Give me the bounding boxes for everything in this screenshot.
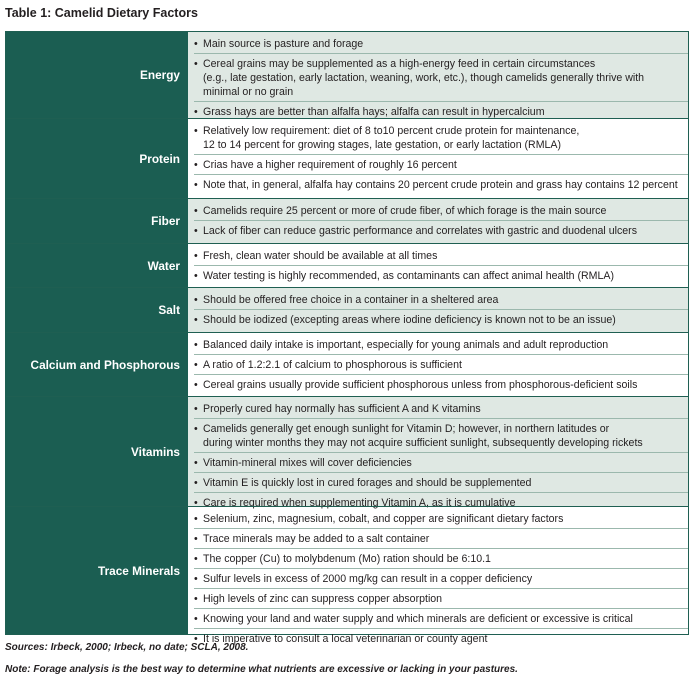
row-label-trace-minerals: Trace Minerals <box>6 507 188 634</box>
row-content-calcium-phosphorous <box>188 333 688 396</box>
table-row <box>6 32 688 118</box>
row-content-protein <box>188 119 688 198</box>
list-item: • Fresh, clean water should be available at all times <box>194 246 688 266</box>
list-item: • Lack of fiber can reduce gastric performance and correlates with gastric and duodenal ulcers <box>194 224 637 237</box>
list-item: • A ratio of 1.2:2.1 of calcium to phosphorous is sufficient <box>194 355 688 375</box>
list-item: • Selenium, zinc, magnesium, cobalt, and copper are significant dietary factors <box>194 509 688 529</box>
row-label-protein: Protein <box>6 119 188 198</box>
row-content-trace-minerals <box>188 507 688 645</box>
list-item: • Vitamin E is quickly lost in cured forages and should be supplemented <box>194 473 688 493</box>
row-content-fiber <box>188 199 688 243</box>
table-row <box>6 198 688 243</box>
row-label-salt: Salt <box>6 288 188 332</box>
list-item: • Sulfur levels in excess of 2000 mg/kg can result in a copper deficiency <box>194 569 688 589</box>
row-content-energy <box>188 32 688 118</box>
dietary-factors-table <box>5 31 689 645</box>
table-row <box>6 396 688 509</box>
list-item: • High levels of zinc can suppress copper absorption <box>194 589 688 609</box>
row-content-vitamins <box>188 397 688 509</box>
row-label-vitamins: Vitamins <box>6 397 188 506</box>
table-row <box>6 287 688 332</box>
list-item: • Should be offered free choice in a container in a sheltered area <box>194 290 688 310</box>
list-item: • Should be iodized (excepting areas where iodine deficiency is known not to be an issue) <box>194 313 616 326</box>
row-label-fiber: Fiber <box>6 199 188 243</box>
list-item: • Main source is pasture and forage <box>194 34 688 54</box>
footnote: Note: Forage analysis is the best way to determine what nutrients are excessive or lacking in your pastures. <box>5 664 518 675</box>
row-content-salt <box>188 288 688 332</box>
list-item: • Properly cured hay normally has sufficient A and K vitamins <box>194 399 688 419</box>
list-item: • Care is required when supplementing Vitamin A, as it is cumulative <box>194 496 516 509</box>
list-item: • Relatively low requirement: diet of 8 to10 percent crude protein for maintenance, 12 to 14 percent for growing stages, late gestation, or early lactation (RMLA) <box>194 121 688 155</box>
list-item: • Crias have a higher requirement of roughly 16 percent <box>194 155 688 175</box>
table-row <box>6 243 688 287</box>
row-label-energy: Energy <box>6 32 188 118</box>
row-content-water <box>188 244 688 287</box>
list-item: • Note that, in general, alfalfa hay contains 20 percent crude protein and grass hay contains 12 percent <box>194 178 678 191</box>
list-item: • Water testing is highly recommended, as contaminants can affect animal health (RMLA) <box>194 269 614 282</box>
list-item: • Trace minerals may be added to a salt container <box>194 529 688 549</box>
list-item: • Grass hays are better than alfalfa hays; alfalfa can result in hypercalcium <box>194 105 545 118</box>
list-item: • Camelids generally get enough sunlight for Vitamin D; however, in northern latitudes or during winter months they may not acquire sufficient sunlight, subsequently developing rickets <box>194 419 688 453</box>
table-title: Table 1: Camelid Dietary Factors <box>5 6 198 20</box>
table-row <box>6 118 688 198</box>
row-label-water: Water <box>6 244 188 287</box>
list-item: • The copper (Cu) to molybdenum (Mo) ration should be 6:10.1 <box>194 549 688 569</box>
list-item: • Vitamin-mineral mixes will cover deficiencies <box>194 453 688 473</box>
list-item: • It is imperative to consult a local veterinarian or county agent <box>194 632 488 645</box>
list-item: • Cereal grains usually provide sufficient phosphorous unless from phosphorous-deficient soils <box>194 378 638 391</box>
list-item: • Balanced daily intake is important, especially for young animals and adult reproduction <box>194 335 688 355</box>
row-label-calcium-phosphorous: Calcium and Phosphorous <box>6 333 188 396</box>
list-item: • Cereal grains may be supplemented as a high-energy feed in certain circumstances (e.g., late gestation, early lactation, weaning, work, etc.), though camelids generally thrive with minimal or no grain <box>194 54 688 102</box>
list-item: • Knowing your land and water supply and which minerals are deficient or excessive is critical <box>194 609 688 629</box>
table-row <box>6 506 688 645</box>
list-item: • Camelids require 25 percent or more of crude fiber, of which forage is the main source <box>194 201 688 221</box>
table-row <box>6 332 688 396</box>
sources-note: Sources: Irbeck, 2000; Irbeck, no date; SCLA, 2008. <box>5 642 249 653</box>
